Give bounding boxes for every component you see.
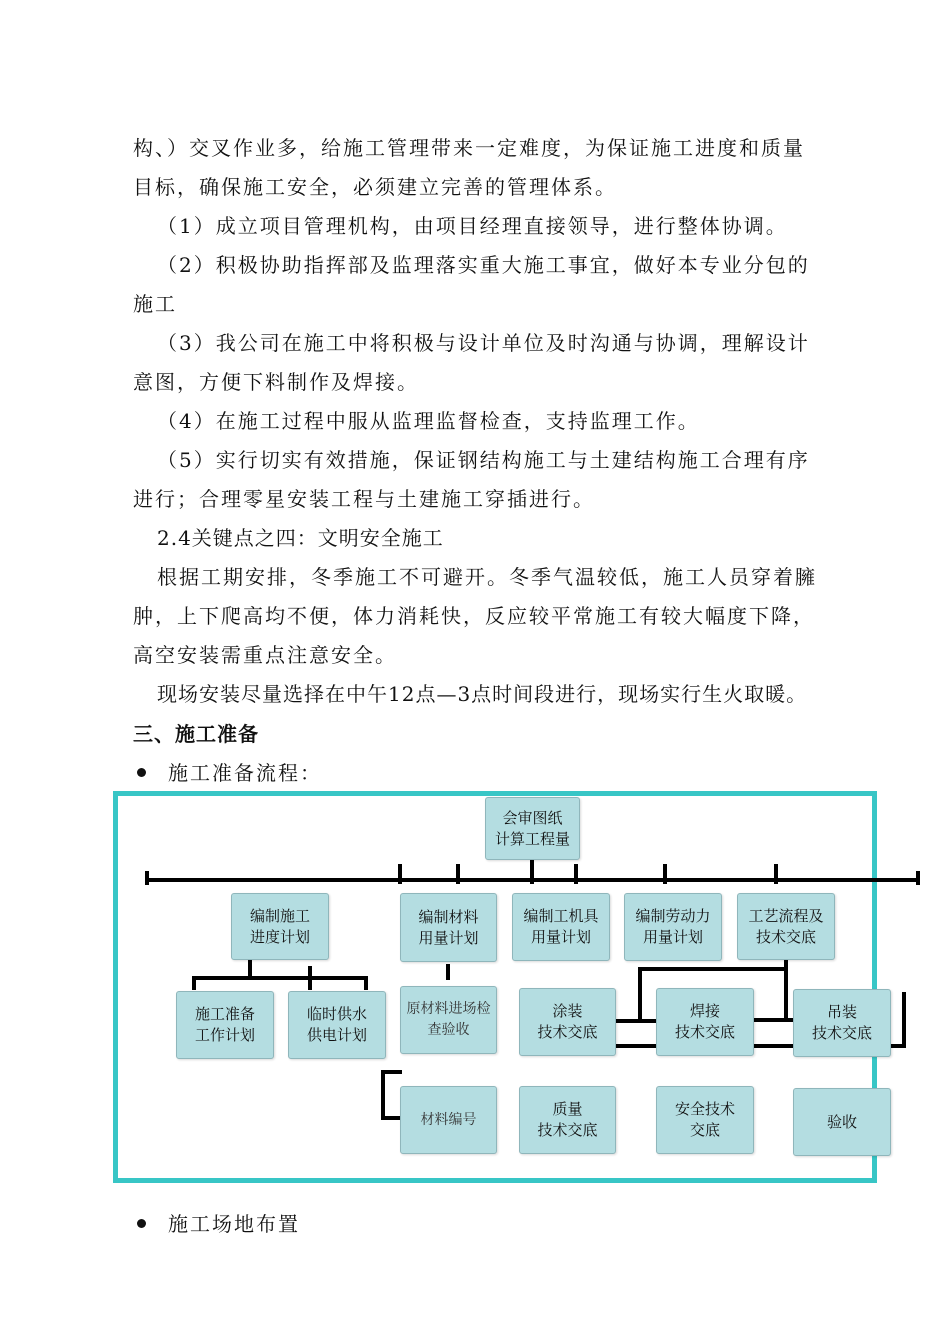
node-review-drawings: 会审图纸 计算工程量 (485, 797, 580, 860)
paragraph-line: （4）在施工过程中服从监理监督检查，支持监理工作。 (157, 409, 700, 433)
node-labor-plan: 编制劳动力 用量计划 (624, 893, 722, 961)
paragraph-line: 施工 (133, 292, 177, 316)
paragraph-line: 进行；合理零星安装工程与土建施工穿插进行。 (133, 487, 595, 511)
paragraph-line: （2）积极协助指挥部及监理落实重大施工事宜，做好本专业分包的 (157, 253, 810, 277)
node-coating-briefing: 涂装 技术交底 (519, 988, 616, 1056)
paragraph-line: 高空安装需重点注意安全。 (133, 643, 397, 667)
paragraph-line: （3）我公司在施工中将积极与设计单位及时沟通与协调，理解设计 (157, 331, 810, 355)
paragraph-line: 根据工期安排，冬季施工不可避开。冬季气温较低，施工人员穿着臃 (157, 565, 817, 589)
paragraph-line: 肿，上下爬高均不便，体力消耗快，反应较平常施工有较大幅度下降， (133, 604, 815, 628)
node-machinery-plan: 编制工机具 用量计划 (512, 893, 610, 961)
bullet-text: 施工场地布置 (168, 1212, 300, 1236)
paragraph-line: 现场安装尽量选择在中午12点—3点时间段进行，现场实行生火取暖。 (157, 682, 808, 706)
node-hoisting-briefing: 吊装 技术交底 (793, 989, 891, 1057)
bullet-site-layout (137, 1208, 300, 1237)
paragraph-line: 目标，确保施工安全，必须建立完善的管理体系。 (133, 175, 617, 199)
paragraph-line: （5）实行切实有效措施，保证钢结构施工与土建结构施工合理有序 (157, 448, 810, 472)
node-welding-briefing: 焊接 技术交底 (656, 988, 754, 1056)
node-process-briefing: 工艺流程及 技术交底 (737, 893, 835, 960)
node-water-power-plan: 临时供水 供电计划 (288, 991, 386, 1059)
paragraph-line: 构、）交叉作业多，给施工管理带来一定难度，为保证施工进度和质量 (133, 136, 805, 160)
section-heading: 三、施工准备 (133, 722, 259, 746)
node-construction-schedule: 编制施工 进度计划 (231, 893, 329, 960)
bullet-dot (137, 768, 146, 777)
bullet-dot (137, 1219, 146, 1228)
paragraph-line: 意图，方便下料制作及焊接。 (133, 370, 419, 394)
node-prep-work-plan: 施工准备 工作计划 (176, 991, 274, 1059)
node-acceptance: 验收 (793, 1088, 891, 1156)
node-safety-briefing: 安全技术 交底 (656, 1086, 754, 1154)
node-material-inspection: 原材料进场检查验收 (400, 986, 497, 1054)
paragraph-line: （1）成立项目管理机构，由项目经理直接领导，进行整体协调。 (157, 214, 788, 238)
node-quality-briefing: 质量 技术交底 (519, 1086, 616, 1154)
bullet-flow-title (137, 757, 322, 786)
node-material-plan: 编制材料 用量计划 (400, 893, 497, 962)
subsection-title: 2.4关键点之四：文明安全施工 (157, 526, 444, 550)
bullet-text: 施工准备流程： (168, 761, 322, 785)
node-material-numbering: 材料编号 (400, 1086, 497, 1154)
